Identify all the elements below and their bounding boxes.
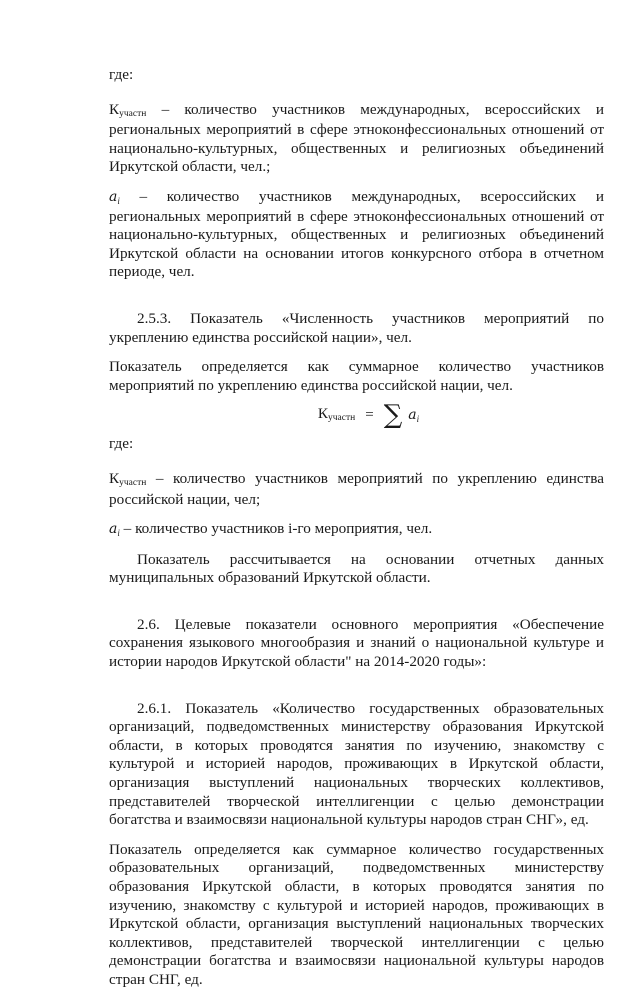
definition-k-participants-1 <box>109 101 604 177</box>
definition-text: – количество участников международных, всероссийских и региональных мероприятий в сфере этноконфессиональных отношений от национально-культурных, общественных и религиозных объединений Иркутской области, чел.; <box>109 100 604 176</box>
calculation-basis: Показатель рассчитывается на основании отчетных данных муниципальных образований Иркутской области. <box>109 550 604 587</box>
section-2-5-3-method: Показатель определяется как суммарное количество участников мероприятий по укреплению единства российской нации, чел. <box>109 358 604 394</box>
sigma-icon: ∑ <box>383 400 403 431</box>
section-2-5-3-heading: 2.5.3. Показатель «Численность участников мероприятий по укреплению единства российской нации», чел. <box>109 309 604 346</box>
section-2-6-1-method: Показатель определяется как суммарное количество государственных образовательных организаций, подведомственных министерству образования Иркутской области, в которых проводятся занятия по изучению, знакомству с культурой и историей народов, проживающих в Иркутской области, организация выступлений национальных творческих коллективов, представителей творческой интеллигенции с целью демонстрации богатства и взаимосвязи национальной культуры народов стран СНГ, ед. <box>109 840 604 988</box>
where-label-2: где: <box>109 435 134 453</box>
a-subscript: i <box>117 195 120 206</box>
sum-formula <box>109 395 604 435</box>
formula-rhs: ai <box>408 406 420 424</box>
where-label-1: где: <box>109 66 134 83</box>
section-2-6-heading: 2.6. Целевые показатели основного мероприятия «Обеспечение сохранения языкового многообразия и знаний о национальной культуре и истории народов Иркутской области" на 2014-2020 годы»: <box>109 615 604 671</box>
definition-ai-1 <box>109 188 604 282</box>
definition-text: – количество участников международных, всероссийских и региональных мероприятий в сфере этноконфессиональных отношений от национально-культурных, общественных и религиозных объединений Иркутской области на основании итогов конкурсного отбора в отчетном периоде, чел. <box>109 187 604 281</box>
formula-lhs: Кучастн <box>317 405 356 424</box>
a-symbol: a <box>109 188 118 205</box>
k-subscript: участн <box>119 108 147 119</box>
definition-k-participants-2: Кучастн – количество участников мероприятий по укреплению единства российской нации, чел; <box>109 469 604 508</box>
k-symbol: К <box>109 100 120 118</box>
definition-ai-2: ai – количество участников i-го мероприятия, чел. <box>109 520 433 539</box>
formula-equals: = <box>365 407 374 424</box>
section-2-6-1-heading: 2.6.1. Показатель «Количество государственных образовательных организаций, подведомственных министерству образования Иркутской области, в которых проводятся занятия по изучению, знакомству с культурой и историей народов, проживающих в Иркутской области, организация выступлений национальных творческих коллективов, представителей творческой интеллигенции с целью демонстрации богатства и взаимосвязи национальной культуры народов стран СНГ», ед. <box>109 699 604 829</box>
